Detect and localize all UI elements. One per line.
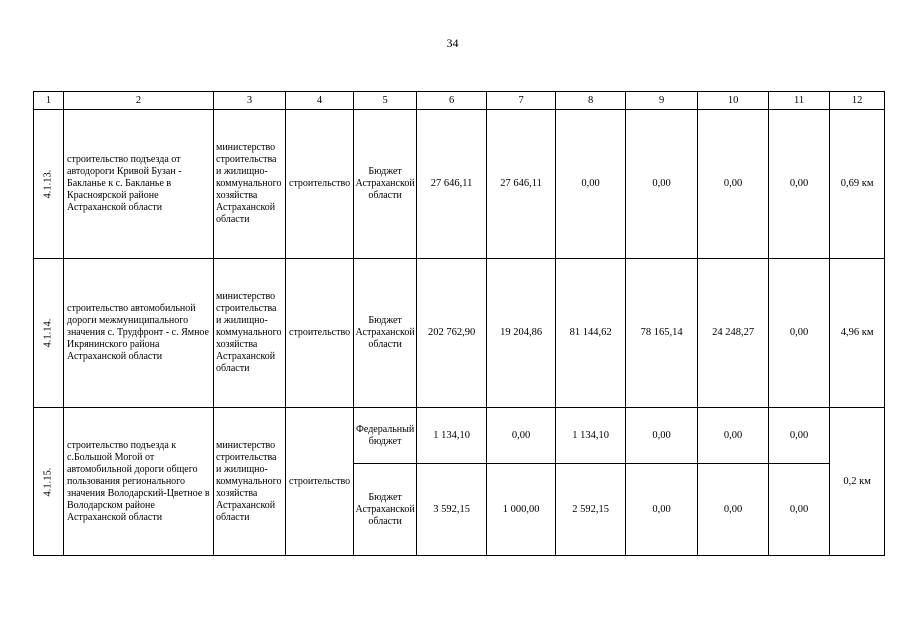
column-header: 2 bbox=[64, 92, 214, 110]
amount-col7: 27 646,11 bbox=[487, 110, 556, 259]
column-header: 6 bbox=[417, 92, 487, 110]
amount-col9: 78 165,14 bbox=[626, 259, 698, 408]
column-header: 11 bbox=[769, 92, 830, 110]
amount-col8: 81 144,62 bbox=[556, 259, 626, 408]
amount-col9: 0,00 bbox=[626, 408, 698, 464]
amount-col11: 0,00 bbox=[769, 110, 830, 259]
page-number: 34 bbox=[446, 36, 459, 50]
amount-col11: 0,00 bbox=[769, 408, 830, 464]
amount-col9: 0,00 bbox=[626, 110, 698, 259]
amount-total: 202 762,90 bbox=[417, 259, 487, 408]
funding-source: Бюджет Астраханской области bbox=[354, 110, 417, 259]
amount-total: 27 646,11 bbox=[417, 110, 487, 259]
row-code-cell bbox=[34, 408, 64, 556]
amount-col10: 24 248,27 bbox=[698, 259, 769, 408]
amount-col11: 0,00 bbox=[769, 464, 830, 556]
responsible-agency: министерство строительства и жилищно-коммунального хозяйства Астраханской области bbox=[214, 110, 286, 259]
work-type: строительство bbox=[286, 259, 354, 408]
amount-col8: 2 592,15 bbox=[556, 464, 626, 556]
project-name: строительство автомобильной дороги межмуниципального значения с. Трудфронт - с. Ямное Икрянинского района Астраханской области bbox=[64, 259, 214, 408]
amount-col7: 0,00 bbox=[487, 408, 556, 464]
amount-col9: 0,00 bbox=[626, 464, 698, 556]
column-header: 8 bbox=[556, 92, 626, 110]
table-row bbox=[34, 259, 885, 408]
column-header-row bbox=[34, 92, 885, 110]
project-name: строительство подъезда от автодороги Кривой Бузан - Бакланье к с. Бакланье в Красноярской районе Астраханской области bbox=[64, 110, 214, 259]
project-name: строительство подъезда к с.Большой Могой от автомобильной дороги общего пользования регионального значения Володарский-Цветное в Володарском районе Астраханской области bbox=[64, 408, 214, 556]
row-code: 4.1.13. bbox=[42, 169, 54, 199]
table-row bbox=[34, 408, 885, 464]
amount-col10: 0,00 bbox=[698, 110, 769, 259]
column-header: 5 bbox=[354, 92, 417, 110]
amount-col8: 0,00 bbox=[556, 110, 626, 259]
row-code: 4.1.15. bbox=[42, 467, 54, 496]
responsible-agency: министерство строительства и жилищно-коммунального хозяйства Астраханской области bbox=[214, 259, 286, 408]
work-type: строительство bbox=[286, 110, 354, 259]
column-header: 10 bbox=[698, 92, 769, 110]
program-table bbox=[33, 91, 885, 556]
funding-source: Бюджет Астраханской области bbox=[354, 464, 417, 556]
amount-col10: 0,00 bbox=[698, 464, 769, 556]
table-row bbox=[34, 110, 885, 259]
responsible-agency: министерство строительства и жилищно-коммунального хозяйства Астраханской области bbox=[214, 408, 286, 556]
capacity: 4,96 км bbox=[830, 259, 885, 408]
funding-source: Федеральный бюджет bbox=[354, 408, 417, 464]
funding-source: Бюджет Астраханской области bbox=[354, 259, 417, 408]
amount-col8: 1 134,10 bbox=[556, 408, 626, 464]
row-code: 4.1.14. bbox=[42, 318, 54, 348]
amount-col7: 1 000,00 bbox=[487, 464, 556, 556]
column-header: 12 bbox=[830, 92, 885, 110]
amount-col10: 0,00 bbox=[698, 408, 769, 464]
column-header: 3 bbox=[214, 92, 286, 110]
column-header: 9 bbox=[626, 92, 698, 110]
amount-total: 3 592,15 bbox=[417, 464, 487, 556]
amount-total: 1 134,10 bbox=[417, 408, 487, 464]
column-header: 7 bbox=[487, 92, 556, 110]
capacity: 0,69 км bbox=[830, 110, 885, 259]
capacity: 0,2 км bbox=[830, 408, 885, 556]
amount-col7: 19 204,86 bbox=[487, 259, 556, 408]
row-code-cell bbox=[34, 259, 64, 408]
column-header: 1 bbox=[34, 92, 64, 110]
amount-col11: 0,00 bbox=[769, 259, 830, 408]
column-header: 4 bbox=[286, 92, 354, 110]
row-code-cell bbox=[34, 110, 64, 259]
work-type: строительство bbox=[286, 408, 354, 556]
